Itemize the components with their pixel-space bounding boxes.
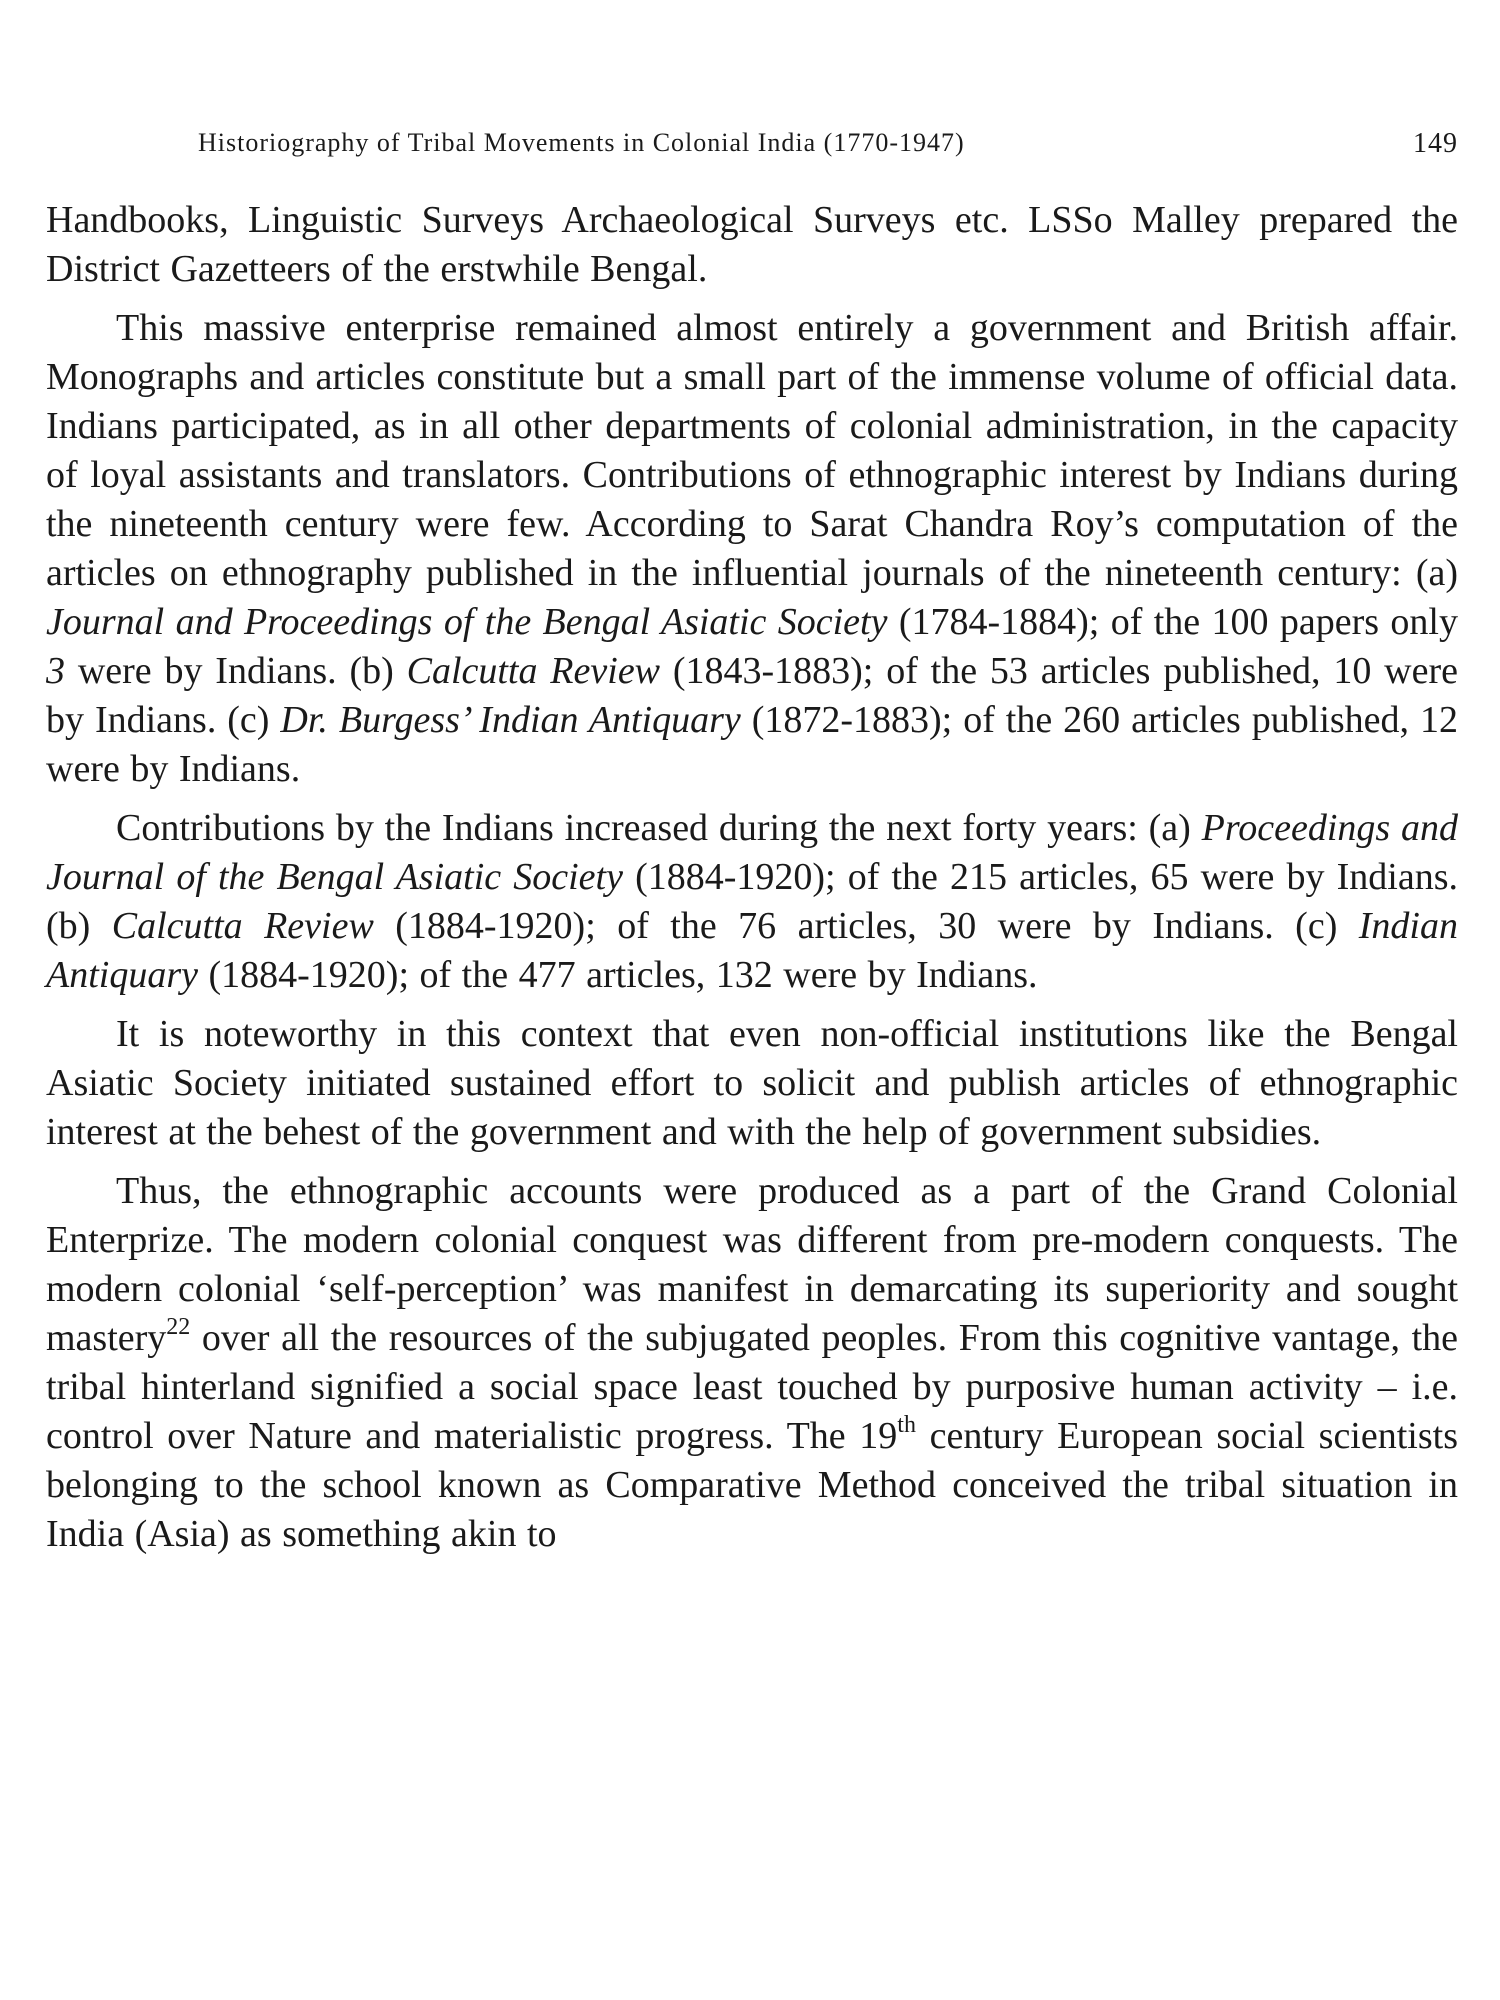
journal-title-calcutta-review: Calcutta Review: [111, 905, 374, 947]
body-text: [46, 196, 1458, 1569]
paragraph-3-text: (1884-1920); of the 76 articles, 30 were by Indians. (c): [373, 905, 1359, 947]
paragraph-3-text: Contributions by the Indians increased during the next forty years: (a): [116, 807, 1202, 849]
running-head: [198, 128, 1458, 168]
page-number: 149: [1413, 128, 1458, 159]
journal-title-bengal-asiatic: Journal and Proceedings of the Bengal Asiatic Society: [46, 601, 888, 643]
paragraph-2-text: were by Indians. (b): [65, 650, 407, 692]
paragraph-2-text: This massive enterprise remained almost entirely a government and British affair. Monographs and articles constitute but a small part of the immense volume of official data. Indians participated, as in all other departments of colonial administration, in the capacity of loyal assistants and translators. Contributions of ethnographic interest by Indians during the nineteenth century were few. According to Sarat Chandra Roy’s computation of the articles on ethnography published in the influential journals of the nineteenth century: (a): [46, 307, 1458, 594]
paragraph-5-text: over all the resources of the subjugated peoples. From this cognitive vantage, the tribal hinterland signified a social space least touched by purposive human activity – i.e. control over Nature and materialistic progress. The 19: [46, 1317, 1458, 1457]
journal-title-calcutta-review: Calcutta Review: [406, 650, 661, 692]
paragraph-2-text: (1843-1883); of the 53 articles published, 10 were by Indians. (c): [46, 650, 1458, 741]
paragraph-5-text: century European social scientists belonging to the school known as Comparative Method conceived the tribal situation in India (Asia) as something akin to: [46, 1415, 1458, 1555]
journal-title-indian-antiquary: Indian Antiquary: [46, 905, 1458, 996]
paragraph-4-text: It is noteworthy in this context that even non-official institutions like the Bengal Asiatic Society initiated sustained effort to solicit and publish articles of ethnographic interest at the behest of the government and with the help of government subsidies.: [46, 1013, 1458, 1153]
paragraph-3-text: (1884-1920); of the 477 articles, 132 were by Indians.: [197, 954, 1038, 996]
journal-title-bengal-asiatic: Proceedings and Journal of the Bengal Asiatic Society: [46, 807, 1458, 898]
paragraph-2-text: (1784-1884); of the 100 papers only: [887, 601, 1458, 643]
paragraph-3-text: (1884-1920); of the 215 articles, 65 were by Indians. (b): [46, 856, 1458, 947]
journal-title-indian-antiquary: Dr. Burgess’ Indian Antiquary: [280, 699, 741, 741]
paragraph-2-text: (1872-1883); of the 260 articles published, 12 were by Indians.: [46, 699, 1459, 790]
paragraph-5-text: Thus, the ethnographic accounts were produced as a part of the Grand Colonial Enterprize. The modern colonial conquest was different from pre-modern conquests. The modern colonial ‘self-perception’ was manifest in demarcating its superiority and sought mastery: [46, 1170, 1458, 1359]
paragraph-2: [46, 304, 1458, 794]
ordinal-suffix: th: [897, 1412, 916, 1439]
paragraph-3: [46, 804, 1458, 1000]
footnote-marker: 22: [166, 1314, 191, 1341]
paragraph-4: [46, 1010, 1458, 1157]
emphasis-number: 3: [46, 650, 65, 692]
running-title: Historiography of Tribal Movements in Colonial India (1770-1947): [198, 128, 965, 157]
paragraph-1: [46, 196, 1458, 294]
paragraph-5: [46, 1167, 1458, 1559]
paragraph-1-text: Handbooks, Linguistic Surveys Archaeological Surveys etc. LSSo Malley prepared the District Gazetteers of the erstwhile Bengal.: [46, 199, 1458, 290]
